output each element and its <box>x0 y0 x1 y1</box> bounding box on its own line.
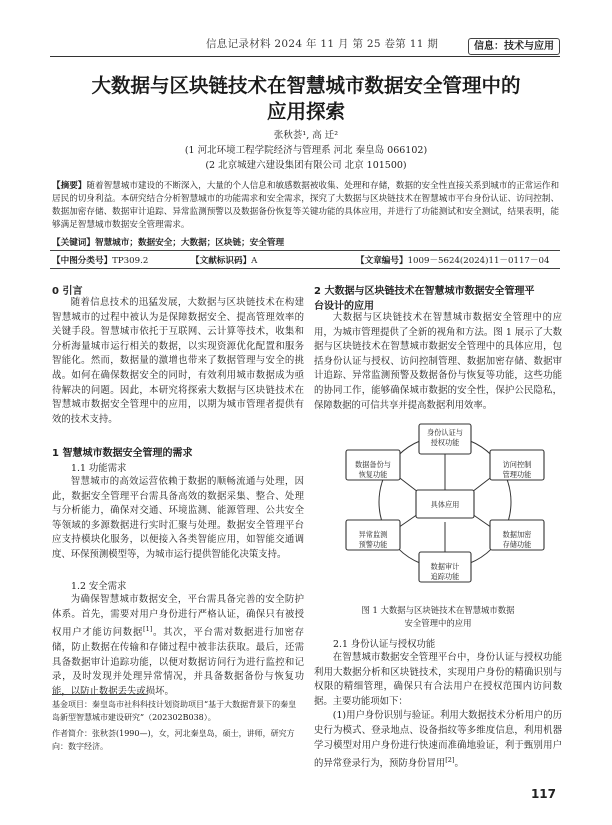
figure-caption-line1: 图 1 大数据与区块链技术在智慧城市数据 <box>361 605 515 615</box>
section-1-2-heading: 1.2 安全需求 <box>71 581 127 592</box>
section-2-1-body <box>314 651 562 772</box>
figure-node-anomaly-label: 异常监测预警功能 <box>358 530 388 549</box>
figure-node-access-label: 访问控制管理功能 <box>502 460 532 479</box>
figure-1-caption <box>314 604 562 630</box>
section-1-1-body <box>52 475 304 563</box>
article-number: 【文章编号】1009－5624(2024)11－0117－04 <box>356 256 550 266</box>
document-code: 【文献标识码】A <box>191 256 258 266</box>
abstract-divider-bottom <box>50 268 560 269</box>
figure-caption-line2: 安全管理中的应用 <box>404 618 472 628</box>
section-1-2-body <box>52 593 304 699</box>
keywords-label: 【关键词】 <box>52 238 95 248</box>
figure-center-label: 具体应用 <box>430 500 460 509</box>
authors: 张秋荟¹, 高 迁² <box>273 130 339 141</box>
section-1-1-heading: 1.1 功能需求 <box>71 463 127 474</box>
section-2-heading-line2: 台设计的应用 <box>314 301 374 312</box>
citation-1: [1] <box>143 625 153 634</box>
identity-item-1: (1)用户身份识别与验证。利用大数据技术分析用户的历史行为模式、登录地点、设备指纹等多维度信息，利用机器学习模型对用户身份进行快速而准确地验证，利于甄别用户的异常登录行为，预防身份冒用[2]。 <box>314 710 562 770</box>
identity-paragraph: 在智慧城市数据安全管理平台中，身份认证与授权功能利用大数据分析和区块链技术，实现用户身份的精确识别与权限的精细管理，确保只有合法用户在授权范围内访问数据。主要功能项如下： <box>314 652 562 707</box>
section-2-heading-line1: 2 大数据与区块链技术在智慧城市数据安全管理平 <box>314 286 535 297</box>
citation-2: [2] <box>445 756 455 765</box>
footnote-divider <box>52 694 147 695</box>
fund-footnote: 基金项目：秦皇岛市社科科技计划资助项目“基于大数据背景下的秦皇岛新型智慧城市建设研究”（202302B038）。 <box>52 700 297 722</box>
affiliation-2: (2 北京城建六建设集团有限公司 北京 101500) <box>205 160 407 171</box>
intro-paragraph: 随着信息技术的迅猛发展，大数据与区块链技术在构建智慧城市的过程中被认为是保障数据安全、提高管理效率的关键手段。智慧城市依托于互联网、云计算等技术，收集和分析海量城市运行相关的数据，以实现资源优化配置和服务智能化。然而，数据量的激增也带来了数据管理与安全的挑战。如何在确保数据安全的同时，有效利用城市数据成为亟待解决的问题。因此，本研究将探索大数据与区块链技术在智慧城市数据安全管理中的应用，以期为城市管理者提供有效的技术支持。 <box>52 297 304 425</box>
figure-node-audit-label: 数据审计追踪功能 <box>430 562 460 581</box>
section-tag: 信息：技术与应用 <box>468 38 560 55</box>
page-number: 117 <box>530 787 556 801</box>
article-title-line2: 应用探索 <box>266 100 345 123</box>
figure-node-encryption-label: 数据加密存储功能 <box>502 530 532 549</box>
abstract-text: 随着智慧城市建设的不断深入，大量的个人信息和敏感数据被收集、处理和存储，数据的安全性直接关系到城市的正常运作和居民的切身利益。本研究结合分析智慧城市的功能需求和安全需求，探究了大数据与区块链技术在智慧城市平台身份认证、访问控制、数据加密存储、数据审计追踪、异常监测预警以及数据备份恢复等关键功能的具体应用，并进行了功能测试和安全测试，结果表明，能够满足智慧城市数据安全管理需求。 <box>52 181 560 230</box>
keywords <box>52 237 562 250</box>
clc-number: 【中图分类号】TP309.2 <box>52 256 149 266</box>
journal-header: 信息记录材料 2024 年 11 月 第 25 卷第 11 期 <box>206 38 439 50</box>
figure-node-identity-label: 身份认证与授权功能 <box>427 428 463 447</box>
section-0-heading: 0 引言 <box>52 286 83 297</box>
application-paragraph: 大数据与区块链技术在智慧城市数据安全管理中的应用，为城市管理提供了全新的视角和方法。图 1 展示了大数据与区块链技术在智慧城市数据安全管理中的具体应用，包括身份认证与授权、访问控制管理、数据加密存储、数据审计追踪、异常监测预警及数据备份与恢复等功能，这些功能的协同工作，能够确保城市数据的安全性，保护公民隐私，保障数据的可信共享并提高数据利用效率。 <box>314 312 562 411</box>
section-2-1-heading: 2.1 身份认证与授权功能 <box>333 639 436 650</box>
header-divider <box>50 56 560 57</box>
security-requirement-paragraph: 为确保智慧城市数据安全，平台需具备完善的安全防护体系。首先，需要对用户身份进行严格认证，确保只有被授权用户才能访问数据[1]。其次，平台需对数据进行加密存储，防止数据在传输和存储过程中被非法获取。最后，还需具备数据审计追踪功能，以便对数据访问行为进行监控和记录，及时发现并处理异常情况，并具备数据备份与恢复功能，以防止数据丢失或损坏。 <box>52 594 304 697</box>
article-title-line1: 大数据与区块链技术在智慧城市数据安全管理中的 <box>91 74 521 97</box>
affiliation-1: (1 河北环境工程学院经济与管理系 河北 秦皇岛 066102) <box>184 145 428 156</box>
author-footnote: 作者简介：张秋荟(1990—)，女，河北秦皇岛，硕士，讲师，研究方向：数字经济。 <box>52 729 295 751</box>
abstract-divider-top <box>50 250 560 251</box>
section-2-body <box>314 311 562 413</box>
keywords-text: 智慧城市；数据安全；大数据；区块链；安全管理 <box>94 238 285 248</box>
abstract-label: 【摘要】 <box>52 181 87 191</box>
function-requirement-paragraph: 智慧城市的高效运营依赖于数据的顺畅流通与处理，因此，数据安全管理平台需具备高效的数据采集、整合、处理与分析能力，确保对交通、环境监测、能源管理、公共安全等领域的多源数据进行实时汇聚与处理。数据安全管理平台应支持模块化服务，以便接入各类智能应用，如智能交通调度、环保预测模型等，为城市运行提供智能化决策支持。 <box>52 476 304 560</box>
section-0-body <box>52 296 304 427</box>
section-1-heading: 1 智慧城市数据安全管理的需求 <box>52 448 193 459</box>
figure-node-backup-label: 数据备份与恢复功能 <box>355 460 391 479</box>
abstract <box>52 180 562 232</box>
figure-1-diagram <box>330 402 560 598</box>
